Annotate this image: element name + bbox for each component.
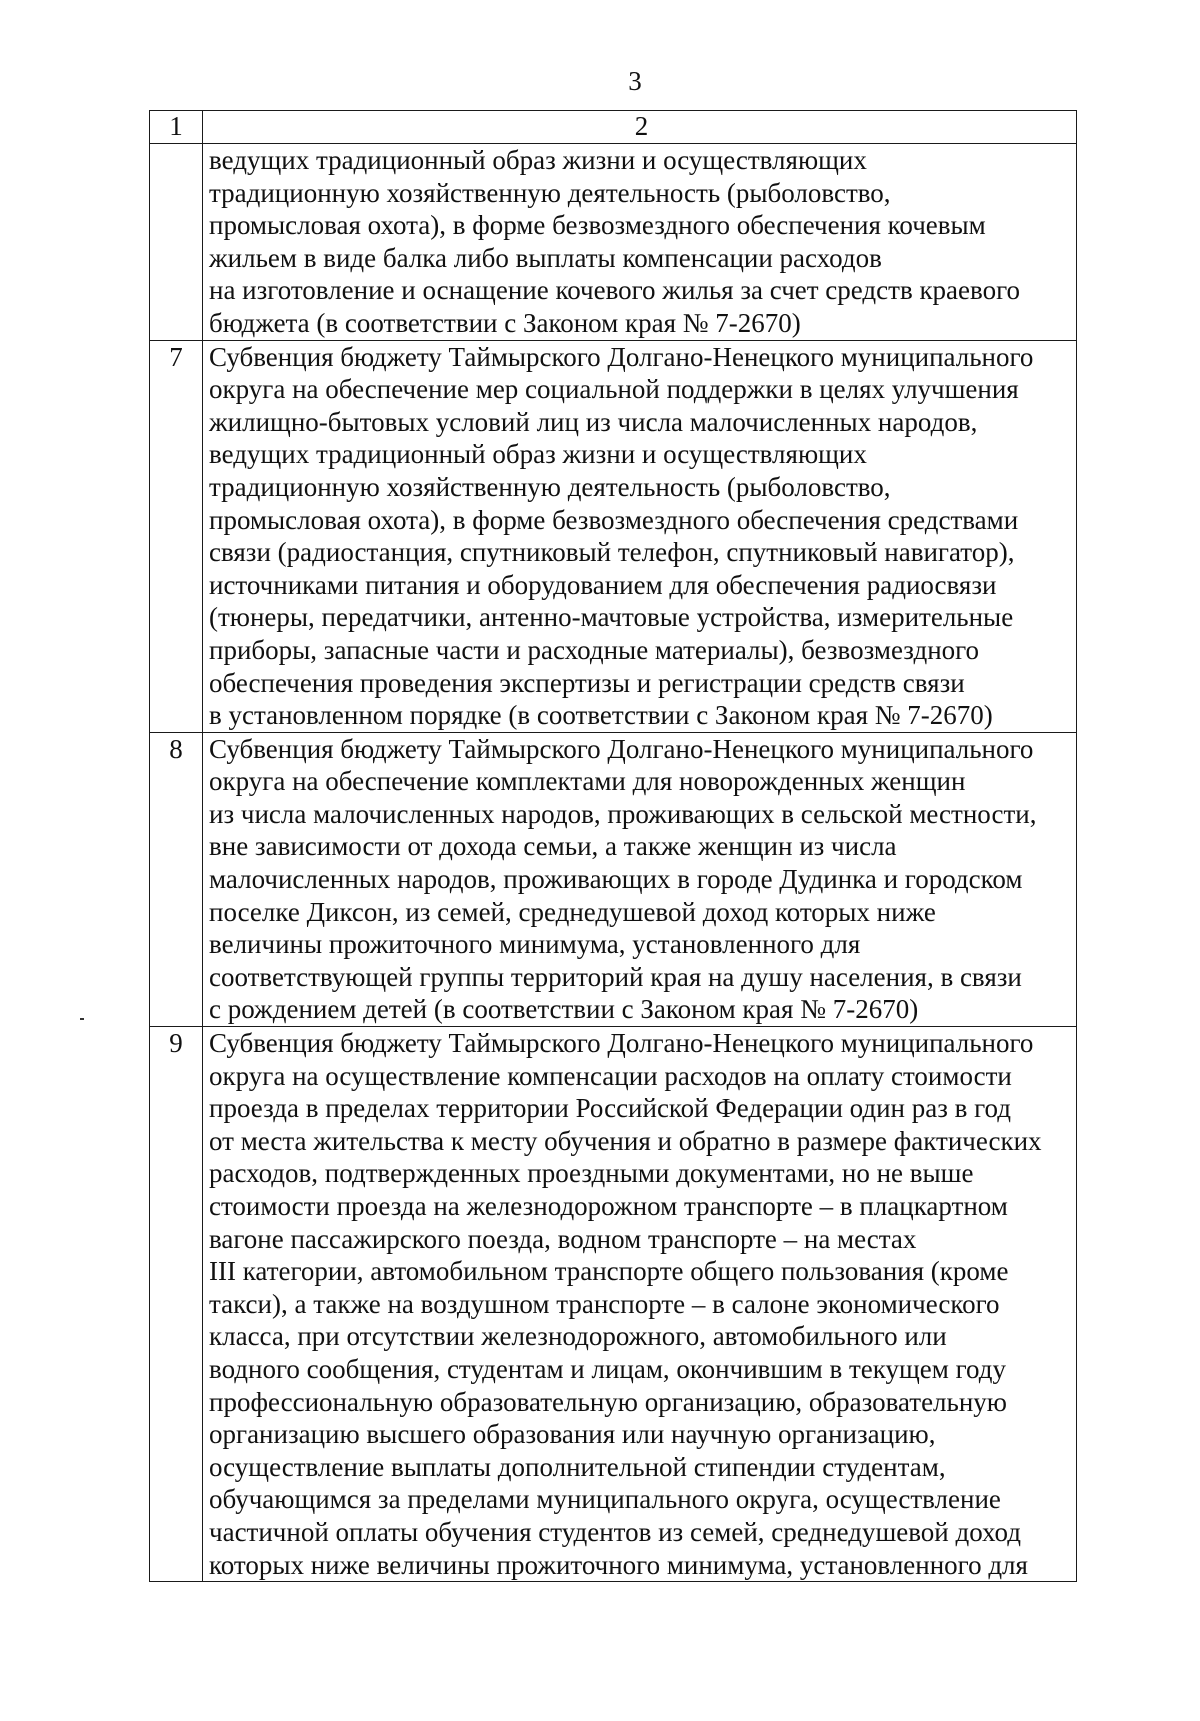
text-line: на изготовление и оснащение кочевого жилья за счет средств краевого [209,275,1020,306]
text-line: величины прожиточного минимума, установленного для [209,929,861,960]
text-line: III категории, автомобильном транспорте общего пользования (кроме [209,1256,1009,1287]
text-line: жилищно-бытовых условий лиц из числа малочисленных народов, [209,406,978,437]
text-line: традиционную хозяйственную деятельность (рыболовство, [209,177,891,208]
text-line: такси), а также на воздушном транспорте – в салоне экономического [209,1288,1000,1319]
row-number-cell [150,144,203,341]
text-line: соответствующей группы территорий края на душу населения, в связи [209,961,1022,992]
text-line: Субвенция бюджету Таймырского Долгано-Ненецкого муниципального [209,341,1034,372]
text-line: ведущих традиционный образ жизни и осуществляющих [209,145,867,175]
text-line: ведущих традиционный образ жизни и осуществляющих [209,439,867,470]
text-line: класса, при отсутствии железнодорожного, автомобильного или [209,1321,947,1352]
text-line: проезда в пределах территории Российской Федерации один раз в год [209,1093,1012,1124]
text-line: стоимости проезда на железнодорожном транспорте – в плацкартном [209,1191,1008,1221]
table-row-9 [150,1027,1077,1582]
table-row-7 [150,340,1077,732]
text-line: бюджета (в соответствии с Законом края № 7-2670) [209,307,801,338]
text-line: профессиональную образовательную организацию, образовательную [209,1386,1007,1417]
text-line: традиционную хозяйственную деятельность (рыболовство, [209,471,891,502]
text-line: Субвенция бюджету Таймырского Долгано-Ненецкого муниципального [209,1028,1034,1059]
text-line: от места жительства к месту обучения и обратно в размере фактических [209,1125,1042,1156]
text-line: (тюнеры, передатчики, антенно-мачтовые устройства, измерительные [209,602,1014,633]
subvention-table [149,110,1077,1582]
text-line: обеспечения проведения экспертизы и регистрации средств связи [209,667,965,698]
text-line: водного сообщения, студентам и лицам, окончившим в текущем году [209,1353,1006,1384]
scan-speck [80,1018,84,1020]
text-line: промысловая охота), в форме безвозмездного обеспечения кочевым [209,210,986,241]
text-line: с рождением детей (в соответствии с Законом края № 7-2670) [209,994,919,1025]
text-line: приборы, запасные части и расходные материалы), безвозмездного [209,634,980,665]
page-number: 3 [628,66,642,96]
text-line: осуществление выплаты дополнительной стипендии студентам, [209,1451,946,1482]
text-line: частичной оплаты обучения студентов из семей, среднедушевой доход [209,1516,1021,1547]
row-number-cell: 9 [150,1027,203,1582]
text-line: округа на осуществление компенсации расходов на оплату стоимости [209,1060,1012,1091]
header-cell-description: 2 [203,111,1077,144]
header-cell-number: 1 [150,111,203,144]
text-line: малочисленных народов, проживающих в городе Дудинка и городском [209,864,1023,895]
text-line: организацию высшего образования или научную организацию, [209,1419,936,1450]
text-line: обучающимся за пределами муниципального округа, осуществление [209,1484,1001,1515]
table-row-continuation [150,144,1077,341]
text-line: вне зависимости от дохода семьи, а также женщин из числа [209,831,897,862]
row-description-cell [203,144,1077,341]
row-number-cell: 8 [150,732,203,1026]
text-line: связи (радиостанция, спутниковый телефон, спутниковый навигатор), [209,537,1015,568]
row-description-cell [203,1027,1077,1582]
text-line: жильем в виде балка либо выплаты компенсации расходов [209,242,882,273]
text-line: вагоне пассажирского поезда, водном транспорте – на местах [209,1223,917,1254]
row-description-cell [203,732,1077,1026]
table-header-row [150,111,1077,144]
text-line: в установленном порядке (в соответствии с Законом края № 7-2670) [209,700,993,731]
text-line: Субвенция бюджету Таймырского Долгано-Ненецкого муниципального [209,733,1034,764]
text-line: источниками питания и оборудованием для обеспечения радиосвязи [209,569,997,600]
text-line: из числа малочисленных народов, проживающих в сельской местности, [209,798,1037,829]
text-line: промысловая охота), в форме безвозмездного обеспечения средствами [209,504,1019,535]
text-line: округа на обеспечение комплектами для новорожденных женщин [209,766,966,797]
row-description-cell [203,340,1077,732]
text-line: округа на обеспечение мер социальной поддержки в целях улучшения [209,374,1019,405]
text-line: поселке Диксон, из семей, среднедушевой доход которых ниже [209,896,936,927]
table-row-8 [150,732,1077,1026]
text-line: которых ниже величины прожиточного минимума, установленного для [209,1549,1028,1580]
text-line: расходов, подтвержденных проездными документами, но не выше [209,1158,974,1189]
row-number-cell: 7 [150,340,203,732]
